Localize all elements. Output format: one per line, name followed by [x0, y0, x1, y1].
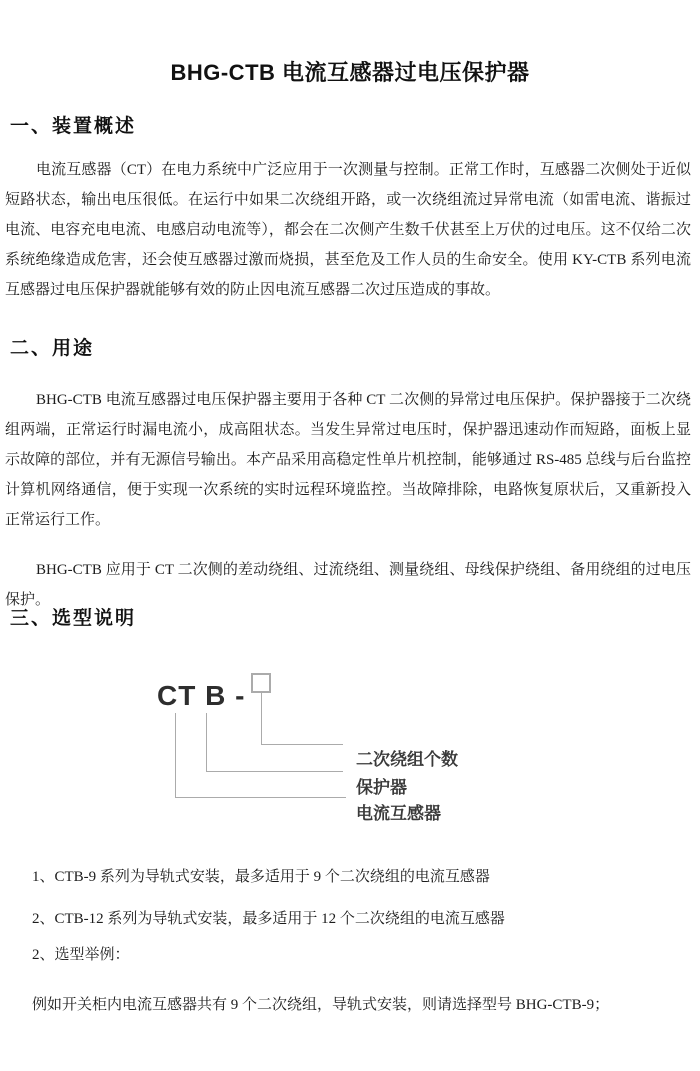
- selection-note-3: 2、选型举例：: [32, 947, 130, 963]
- diagram-connector-line: [206, 771, 343, 772]
- document-title: BHG-CTB 电流互感器过电压保护器: [170, 60, 530, 85]
- diagram-label-winding-count: 二次绕组个数: [356, 750, 458, 769]
- section-heading-overview: 一、装置概述: [10, 116, 137, 137]
- selection-note-1: 1、CTB-9 系列为导轨式安装，最多适用于 9 个二次绕组的电流互感器: [32, 869, 490, 885]
- diagram-connector-line: [175, 797, 346, 798]
- usage-paragraph-2: BHG-CTB 应用于 CT 二次侧的差动绕组、过流绕组、测量绕组、母线保护绕组、备用绕组的过电压保护。: [5, 562, 691, 608]
- diagram-connector-line: [175, 713, 176, 798]
- selection-note-4: 例如开关柜内电流互感器共有 9 个二次绕组，导轨式安装，则请选择型号 BHG-CTB-9；: [32, 997, 610, 1013]
- diagram-label-protector: 保护器: [356, 778, 407, 797]
- usage-paragraph-1: BHG-CTB 电流互感器过电压保护器主要用于各种 CT 二次侧的异常过电压保护。保护器接于二次绕组两端，正常运行时漏电流小，成高阻状态。当发生异常过电压时，保护器迅速动作而短路，面板上显示故障的部位，并有无源信号输出。本产品采用高稳定性单片机控制，能够通过 RS-485 总线与后台监控计算机网络通信，便于实现一次系统的实时远程环境监控。当故障排除，电路恢复原状后，又重新投入正常运行工作。: [5, 392, 691, 528]
- diagram-connector-line: [261, 692, 262, 745]
- overview-paragraph: 电流互感器（CT）在电力系统中广泛应用于一次测量与控制。正常工作时，互感器二次侧处于近似短路状态，输出电压很低。在运行中如果二次绕组开路，或一次绕组流过异常电流（如雷电流、谐振过电流、电容充电电流、电感启动电流等），都会在二次侧产生数千伏甚至上万伏的过电压。这不仅给二次系统绝缘造成危害，还会使互感器过激而烧损，甚至危及工作人员的生命安全。使用 KY-CTB 系列电流互感器过电压保护器就能够有效的防止因电流互感器二次过压造成的事故。: [5, 162, 691, 298]
- section-heading-selection: 三、选型说明: [10, 608, 137, 629]
- model-prefix-text: CT B -: [157, 680, 246, 711]
- diagram-label-transformer: 电流互感器: [356, 804, 441, 823]
- selection-note-2: 2、CTB-12 系列为导轨式安装，最多适用于 12 个二次绕组的电流互感器: [32, 911, 505, 927]
- model-code-placeholder-box: [251, 673, 271, 693]
- section-heading-usage: 二、用途: [10, 338, 95, 359]
- diagram-connector-line: [206, 713, 207, 772]
- diagram-connector-line: [261, 744, 343, 745]
